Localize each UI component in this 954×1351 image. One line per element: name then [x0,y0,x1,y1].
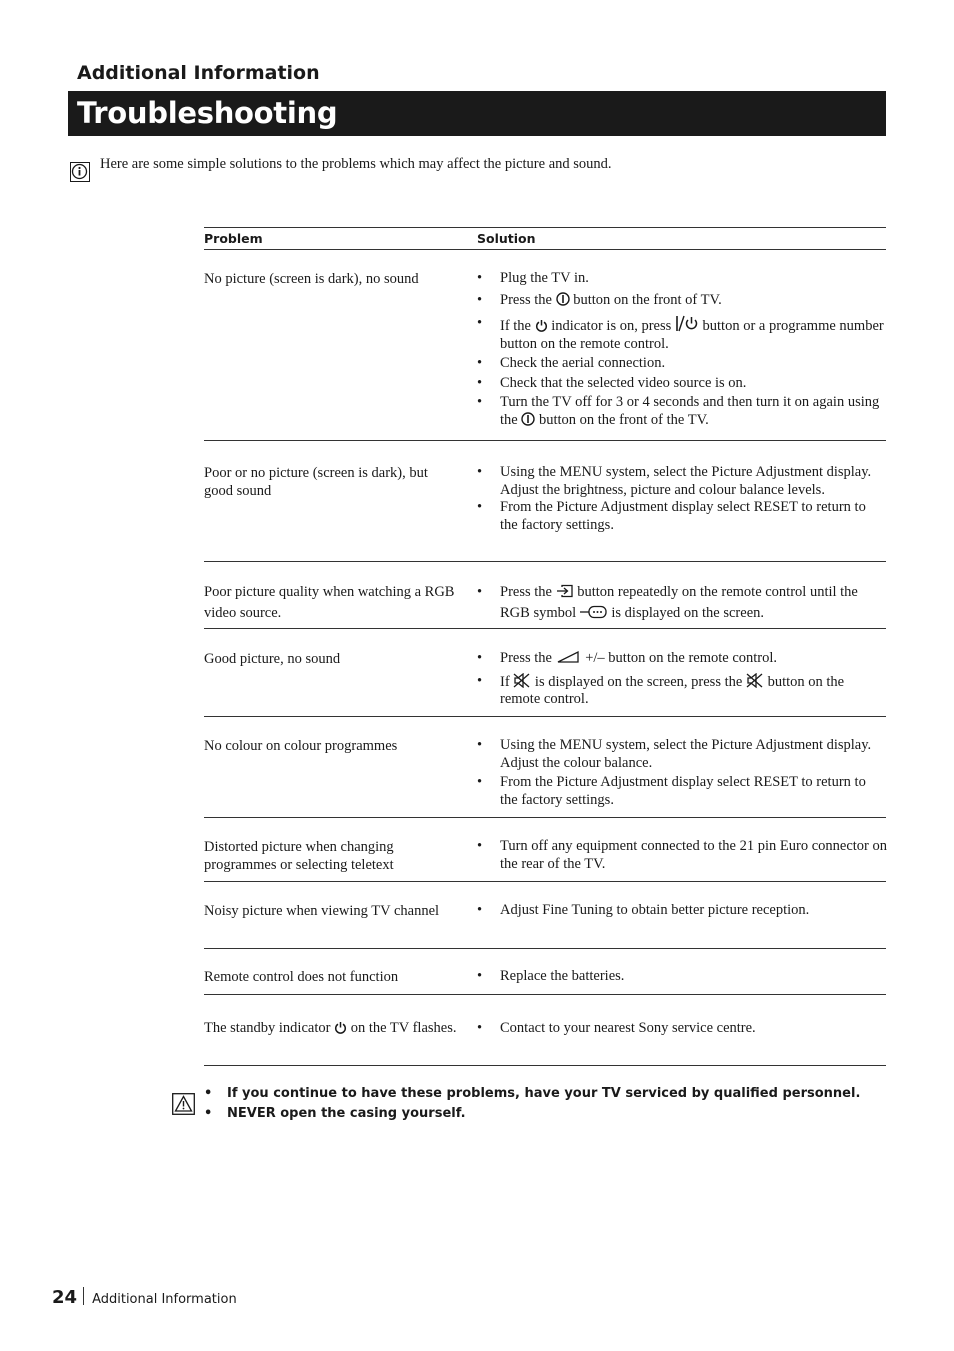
problem-text: Remote control does not function [204,969,399,985]
rgb-symbol-icon [580,605,608,619]
intro-text: Here are some simple solutions to the problems which may affect the picture and sound. [100,156,612,172]
col-solution-header: Solution [477,231,536,246]
table-row [204,250,886,441]
warning-item: • If you continue to have these problems, have your TV serviced by qualified personnel. [204,1084,860,1104]
standby-icon [334,1021,347,1034]
footer-divider [83,1287,84,1305]
solution-item: • Check the aerial connection. [477,355,887,373]
solution-item: • If is displayed on the screen, press the button on the remote control. [477,673,887,709]
solution-list [477,737,887,811]
page-title: Troubleshooting [77,96,338,130]
solution-list [477,582,887,626]
input-select-icon [556,584,574,598]
page-number: 24 [52,1287,78,1308]
problem-text: Poor or no picture (screen is dark), but good sound [204,465,428,499]
solution-item: • If the indicator is on, press button or a programme number button on the remote control. [477,315,887,353]
solution-item: • Replace the batteries. [477,968,887,986]
problem-text: Good picture, no sound [204,651,341,667]
col-problem-header: Problem [204,231,263,246]
table-row [204,717,886,818]
problem-text: Noisy picture when viewing TV channel [204,903,440,919]
warning-list [204,1084,860,1124]
problem-text: The standby indicator on the TV flashes. [204,1020,457,1036]
mute-icon [746,673,764,688]
solution-item: • Press the +/– button on the remote control. [477,650,887,668]
problem-text: Poor picture quality when watching a RGB video source. [204,584,455,621]
main-power-icon [556,292,570,306]
solution-item: • Turn the TV off for 3 or 4 seconds and then turn it on again using the button on the front of the TV. [477,394,887,429]
table-row [204,818,886,882]
mute-icon [513,673,531,688]
solution-item: • Plug the TV in. [477,270,887,288]
solution-item: • From the Picture Adjustment display select RESET to return to the factory settings. [477,499,887,534]
table-header [204,228,886,250]
solution-item: • Using the MENU system, select the Picture Adjustment display. Adjust the colour balance. [477,737,887,772]
solution-list [477,270,887,431]
footer-section: Additional Information [92,1292,237,1307]
info-icon [70,162,90,182]
table-row [204,441,886,562]
problem-text: Distorted picture when changing programmes or selecting teletext [204,839,394,873]
table-row [204,562,886,629]
solution-list [477,838,887,875]
standby-icon [535,319,548,332]
table-row [204,995,886,1066]
solution-item: • Using the MENU system, select the Picture Adjustment display. Adjust the brightness, picture and colour balance levels. [477,464,887,499]
problem-text: No picture (screen is dark), no sound [204,271,419,287]
title-bar [68,91,886,136]
table-row [204,882,886,949]
solution-item: • Contact to your nearest Sony service centre. [477,1020,887,1038]
solution-item: • Press the button on the front of TV. [477,292,887,310]
power-toggle-icon [675,315,699,332]
warning-item: • NEVER open the casing yourself. [204,1104,860,1124]
main-power-icon [521,412,535,426]
troubleshooting-table [204,227,886,1066]
table-row [204,949,886,995]
solution-item: • From the Picture Adjustment display select RESET to return to the factory settings. [477,774,887,809]
solution-item: • Adjust Fine Tuning to obtain better picture reception. [477,902,887,920]
solution-item: • Press the button repeatedly on the remote control until the RGB symbol is displayed on the screen. [477,582,887,624]
problem-text: No colour on colour programmes [204,738,398,754]
warning-icon [172,1093,195,1115]
table-row [204,629,886,717]
footer [52,1287,237,1308]
section-label: Additional Information [77,62,320,84]
volume-icon [556,650,582,664]
solution-item: • Turn off any equipment connected to the 21 pin Euro connector on the rear of the TV. [477,838,887,873]
solution-list [477,1020,887,1040]
solution-list [477,650,887,711]
solution-item: • Check that the selected video source is on. [477,375,887,393]
solution-list [477,464,887,536]
solution-list [477,968,887,988]
solution-list [477,902,887,922]
